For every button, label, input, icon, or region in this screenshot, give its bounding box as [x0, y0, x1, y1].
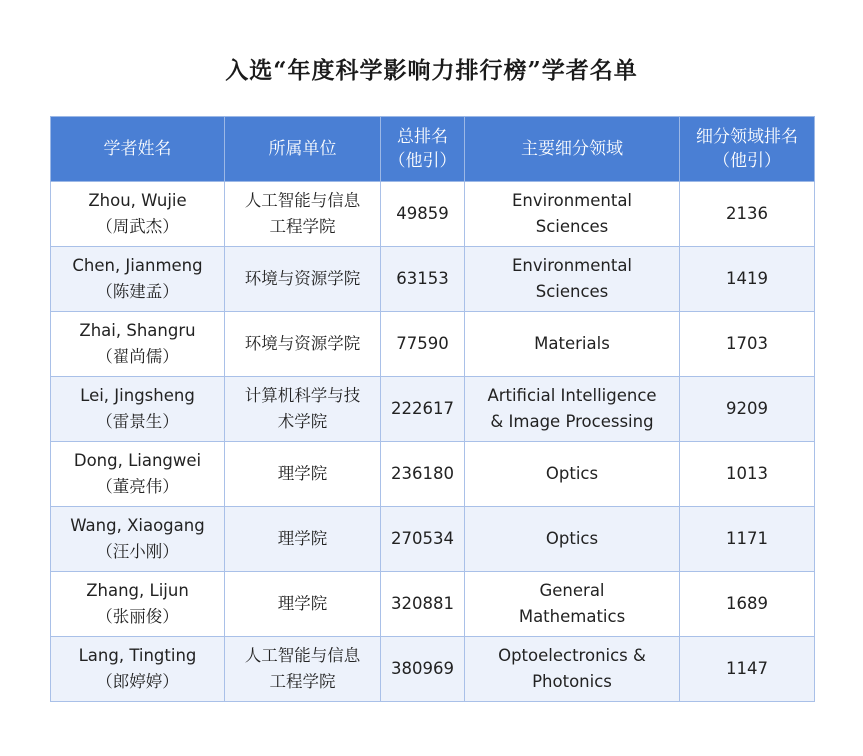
- cell-total-rank: [381, 312, 465, 377]
- cell-name-text: Chen, Jianmeng: [72, 256, 203, 275]
- cell-field-rank: [680, 182, 815, 247]
- cell-field: [465, 182, 680, 247]
- cell-unit: [225, 637, 381, 702]
- cell-total-rank: [381, 442, 465, 507]
- cell-field-text: Optics: [545, 529, 599, 548]
- cell-unit-text: 人工智能与信息: [244, 646, 361, 665]
- cell-field: [465, 312, 680, 377]
- cell-field-text: Sciences: [535, 282, 609, 301]
- cell-field-rank-text: 1419: [726, 269, 768, 288]
- cell-total-rank: [381, 637, 465, 702]
- cell-field-rank: [680, 247, 815, 312]
- cell-unit-text: 环境与资源学院: [244, 334, 361, 353]
- cell-total-rank: [381, 247, 465, 312]
- cell-field: [465, 637, 680, 702]
- cell-field-rank: [680, 572, 815, 637]
- cell-name: [51, 377, 225, 442]
- header-unit: 所属单位: [225, 117, 381, 182]
- table-row: [51, 637, 815, 702]
- cell-field: [465, 377, 680, 442]
- cell-name: [51, 572, 225, 637]
- cell-name-text: （翟尚儒）: [96, 347, 179, 366]
- cell-total-rank-text: 236180: [391, 464, 454, 483]
- cell-name-text: （陈建孟）: [96, 282, 179, 301]
- cell-field-rank: [680, 507, 815, 572]
- cell-unit-text: 理学院: [277, 594, 328, 613]
- cell-total-rank-text: 63153: [396, 269, 449, 288]
- cell-unit-text: 工程学院: [269, 217, 336, 236]
- cell-field: [465, 572, 680, 637]
- cell-name-text: Lang, Tingting: [78, 646, 197, 665]
- cell-name: [51, 507, 225, 572]
- cell-name: [51, 182, 225, 247]
- cell-name-text: Wang, Xiaogang: [70, 516, 205, 535]
- cell-unit-text: 术学院: [277, 412, 328, 431]
- cell-name-text: （郎婷婷）: [96, 672, 179, 691]
- table-row: [51, 442, 815, 507]
- cell-name-text: Lei, Jingsheng: [80, 386, 195, 405]
- cell-unit: [225, 442, 381, 507]
- cell-unit-text: 人工智能与信息: [244, 191, 361, 210]
- cell-field-rank-text: 1147: [726, 659, 768, 678]
- cell-field-rank-text: 2136: [726, 204, 768, 223]
- cell-field-rank-text: 9209: [726, 399, 768, 418]
- cell-name: [51, 637, 225, 702]
- cell-field-rank: [680, 637, 815, 702]
- cell-field-text: General: [539, 581, 605, 600]
- cell-unit-text: 理学院: [277, 529, 328, 548]
- cell-field-text: Mathematics: [518, 607, 626, 626]
- cell-total-rank-text: 380969: [391, 659, 454, 678]
- table-row: [51, 312, 815, 377]
- header-field: 主要细分领域: [465, 117, 680, 182]
- cell-field-text: Materials: [534, 334, 610, 353]
- cell-unit: [225, 247, 381, 312]
- table-row: [51, 572, 815, 637]
- cell-unit-text: 计算机科学与技: [244, 386, 361, 405]
- cell-field-text: Environmental: [511, 256, 633, 275]
- cell-field-rank-text: 1703: [726, 334, 768, 353]
- cell-name: [51, 312, 225, 377]
- table-row: [51, 247, 815, 312]
- cell-field-rank: [680, 312, 815, 377]
- cell-name-text: （雷景生）: [96, 412, 179, 431]
- cell-total-rank-text: 320881: [391, 594, 454, 613]
- cell-unit: [225, 182, 381, 247]
- cell-field-text: Environmental: [511, 191, 633, 210]
- cell-total-rank-text: 49859: [396, 204, 449, 223]
- header-field-rank: 细分领域排名 （他引）: [680, 117, 815, 182]
- cell-field: [465, 507, 680, 572]
- cell-name-text: （董亮伟）: [96, 477, 179, 496]
- cell-unit-text: 理学院: [277, 464, 328, 483]
- cell-total-rank: [381, 572, 465, 637]
- cell-name: [51, 442, 225, 507]
- cell-field-rank-text: 1171: [726, 529, 768, 548]
- cell-field-rank: [680, 442, 815, 507]
- cell-total-rank-text: 77590: [396, 334, 449, 353]
- scholar-table: [50, 116, 815, 702]
- cell-unit: [225, 507, 381, 572]
- cell-name-text: Zhai, Shangru: [79, 321, 196, 340]
- cell-unit: [225, 312, 381, 377]
- cell-unit-text: 环境与资源学院: [244, 269, 361, 288]
- cell-field-text: & Image Processing: [490, 412, 654, 431]
- cell-total-rank: [381, 507, 465, 572]
- cell-field-rank: [680, 377, 815, 442]
- header-name: 学者姓名: [51, 117, 225, 182]
- cell-field-text: Optoelectronics &: [498, 646, 646, 665]
- cell-field: [465, 247, 680, 312]
- cell-name-text: Dong, Liangwei: [73, 451, 202, 470]
- cell-total-rank: [381, 377, 465, 442]
- cell-field-text: Photonics: [532, 672, 612, 691]
- cell-name-text: （张丽俊）: [96, 607, 179, 626]
- table-row: [51, 377, 815, 442]
- cell-field-text: Artificial Intelligence: [487, 386, 657, 405]
- header-total-rank: 总排名 （他引）: [381, 117, 465, 182]
- header-row: [51, 117, 815, 182]
- cell-unit-text: 工程学院: [269, 672, 336, 691]
- cell-name: [51, 247, 225, 312]
- cell-field-rank-text: 1689: [726, 594, 768, 613]
- cell-field-text: Sciences: [535, 217, 609, 236]
- cell-total-rank: [381, 182, 465, 247]
- cell-name-text: Zhou, Wujie: [88, 191, 187, 210]
- cell-unit: [225, 572, 381, 637]
- table-row: [51, 182, 815, 247]
- table-row: [51, 507, 815, 572]
- cell-name-text: （汪小刚）: [96, 542, 179, 561]
- page-title: 入选“年度科学影响力排行榜”学者名单: [225, 57, 638, 84]
- cell-name-text: Zhang, Lijun: [86, 581, 189, 600]
- cell-field-rank-text: 1013: [726, 464, 768, 483]
- cell-field: [465, 442, 680, 507]
- cell-total-rank-text: 222617: [391, 399, 454, 418]
- cell-name-text: （周武杰）: [96, 217, 179, 236]
- cell-total-rank-text: 270534: [391, 529, 454, 548]
- cell-field-text: Optics: [545, 464, 599, 483]
- cell-unit: [225, 377, 381, 442]
